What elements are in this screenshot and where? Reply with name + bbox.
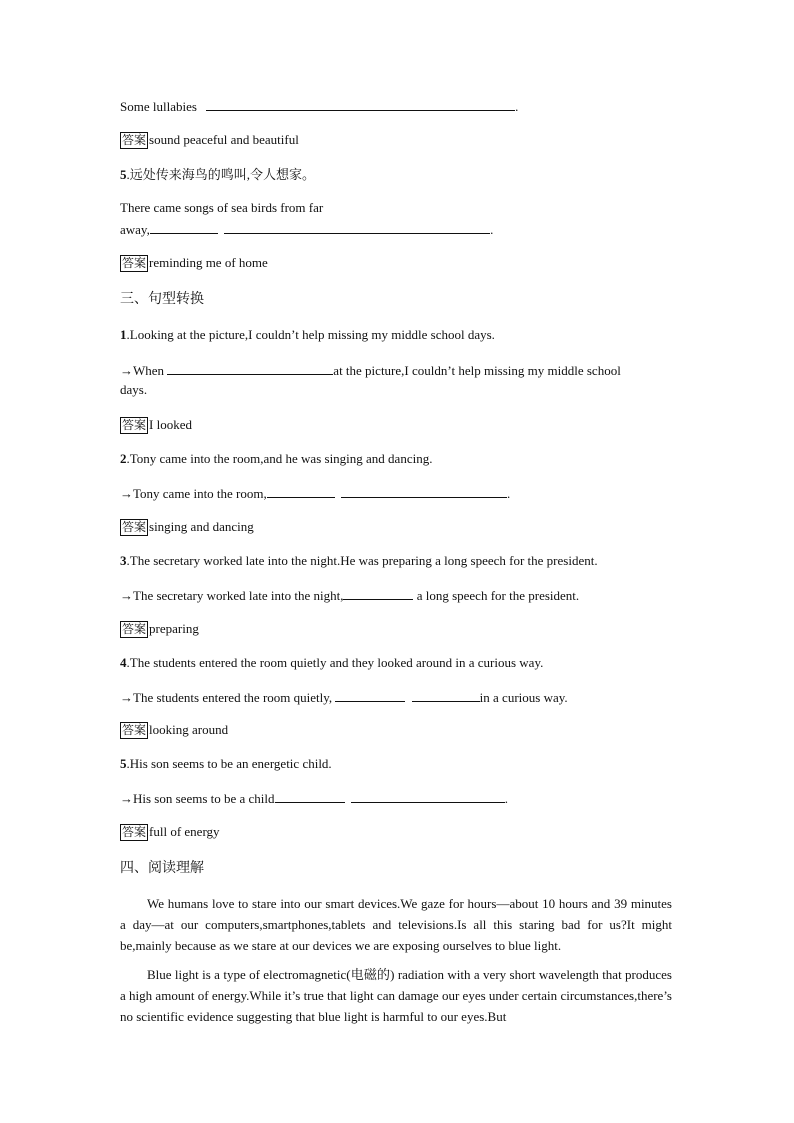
answer-blank	[275, 789, 345, 803]
question-line	[120, 655, 543, 671]
rewrite-line	[120, 382, 147, 398]
rewrite-text: →His son seems to be a child	[120, 791, 275, 806]
answer-line	[120, 722, 228, 739]
reading-paragraph: We humans love to stare into our smart devices.We gaze for hours—about 10 hours and 39 minutes a day—at our computers,smartphones,tablets and televisions.Is all this staring bad for us?It might be,mainly because as we stare at our devices we are exposing ourselves to blue light.	[120, 896, 672, 953]
question-number: 1	[120, 327, 127, 342]
question-text: There came songs of sea birds from far	[120, 200, 324, 215]
question-text: .The secretary worked late into the night.He was preparing a long speech for the president.	[126, 553, 598, 568]
answer-tag: 答案	[122, 256, 147, 270]
rewrite-text: a long speech for the president.	[413, 588, 580, 603]
punctuation: .	[515, 99, 519, 114]
rewrite-text: at the picture,I couldn’t help missing my middle school	[333, 363, 621, 378]
answer-tag: 答案	[122, 520, 147, 534]
answer-line	[120, 824, 220, 841]
answer-blank	[343, 586, 413, 600]
question-text: away,	[120, 222, 150, 237]
rewrite-line	[120, 586, 579, 604]
question-text: .His son seems to be an energetic child.	[126, 756, 332, 771]
reading-paragraph: Blue light is a type of electromagnetic(电磁的) radiation with a very short wavelength that produces a high amount of energy.While it’s true that light can damage our eyes under certain circumstances,there’s no scientific evidence suggesting that blue light is harmful to our eyes.But	[120, 967, 672, 1024]
rewrite-text: →The secretary worked late into the night,	[120, 588, 344, 603]
answer-line	[120, 519, 254, 536]
rewrite-text: →Tony came into the room,	[120, 486, 267, 501]
question-line	[120, 756, 332, 772]
answer-blank	[351, 789, 505, 803]
answer-tag: 答案	[122, 723, 147, 737]
question-line	[120, 553, 598, 569]
question-number: 3	[120, 553, 127, 568]
question-text: Some lullabies	[120, 99, 197, 114]
rewrite-text: days.	[120, 382, 148, 397]
answer-line	[120, 132, 299, 149]
question-line	[120, 167, 315, 183]
answer-text: singing and dancing	[149, 519, 254, 534]
section-heading: 三、句型转换	[120, 291, 204, 307]
answer-blank	[224, 220, 490, 234]
answer-text: full of energy	[149, 824, 220, 839]
question-number: 5	[120, 756, 127, 771]
answer-blank	[335, 688, 405, 702]
rewrite-line	[120, 484, 510, 502]
question-line	[120, 451, 432, 467]
rewrite-text: →When	[120, 363, 168, 378]
answer-blank	[341, 484, 507, 498]
question-number: 2	[120, 451, 127, 466]
answer-text: looking around	[149, 722, 229, 737]
answer-blank	[206, 97, 515, 111]
section-heading: 四、阅读理解	[120, 860, 204, 876]
answer-blank	[167, 361, 333, 375]
exercise-line	[120, 200, 323, 216]
rewrite-line	[120, 789, 508, 807]
exercise-line	[120, 97, 518, 115]
answer-text: reminding me of home	[149, 255, 268, 270]
question-number: 4	[120, 655, 127, 670]
answer-text: preparing	[149, 621, 199, 636]
answer-blank	[267, 484, 335, 498]
answer-tag: 答案	[122, 825, 147, 839]
punctuation: .	[507, 486, 511, 501]
question-text: .The students entered the room quietly and they looked around in a curious way.	[126, 655, 544, 670]
answer-blank	[150, 220, 218, 234]
answer-line	[120, 417, 192, 434]
answer-blank	[412, 688, 480, 702]
answer-tag: 答案	[122, 418, 147, 432]
rewrite-text: in a curious way.	[479, 690, 568, 705]
answer-tag: 答案	[122, 133, 147, 147]
rewrite-line	[120, 688, 568, 706]
question-line	[120, 327, 495, 343]
rewrite-text: →The students entered the room quietly,	[120, 690, 336, 705]
answer-text: sound peaceful and beautiful	[149, 132, 299, 147]
answer-text: I looked	[149, 417, 192, 432]
question-text: .远处传来海鸟的鸣叫,令人想家。	[126, 167, 316, 182]
rewrite-line	[120, 361, 621, 379]
question-text: .Looking at the picture,I couldn’t help missing my middle school days.	[126, 327, 495, 342]
question-text: .Tony came into the room,and he was singing and dancing.	[126, 451, 433, 466]
exercise-line	[120, 220, 493, 238]
punctuation: .	[504, 791, 509, 806]
punctuation: .	[490, 222, 494, 237]
answer-tag: 答案	[122, 622, 147, 636]
answer-line	[120, 255, 268, 272]
answer-line	[120, 621, 199, 638]
question-number: 5	[120, 167, 127, 182]
